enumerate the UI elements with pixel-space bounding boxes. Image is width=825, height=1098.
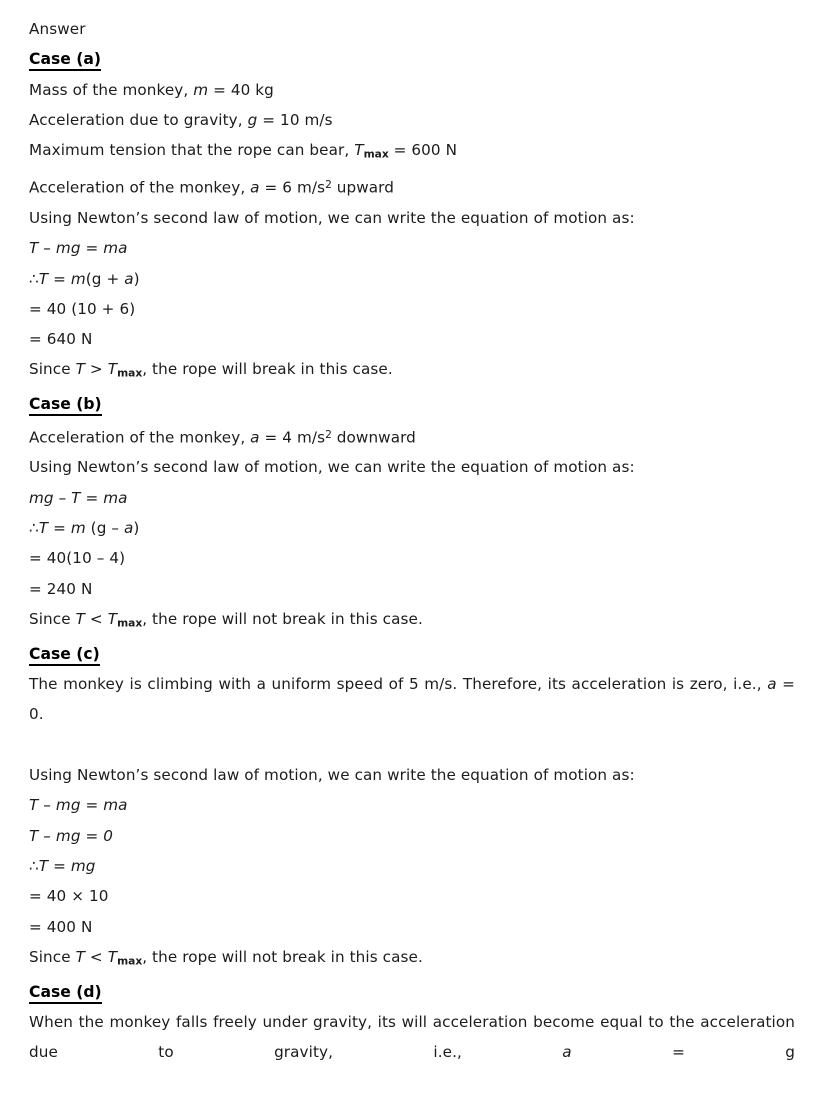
conclusion-case-c (29, 942, 795, 977)
equation-b-1: mg – T = ma (29, 488, 128, 507)
conclusion-c-T: T (75, 947, 85, 966)
equation-b-3: = 40(10 – 4) (29, 549, 126, 568)
accel-a-superscript: 2 (325, 178, 332, 192)
paragraph-case-c-description (29, 669, 795, 760)
eq-a2-m: m (70, 269, 86, 288)
gravity-prefix: Acceleration due to gravity, (29, 110, 248, 129)
heading-case-b (29, 389, 795, 419)
conclusion-b-post: , the rope will not break in this case. (142, 609, 423, 628)
line-newton-law-a: Using Newton’s second law of motion, we can write the equation of motion as: (29, 208, 635, 227)
conclusion-a-pre: Since (29, 360, 76, 379)
desc-d-pre: When the monkey falls freely under gravity, its will acceleration become equal to the acceleration due to gravity, i.e., (29, 1013, 795, 1062)
line-acceleration-monkey-b (29, 420, 795, 453)
conclusion-a-op: > (85, 360, 108, 379)
conclusion-c-post: , the rope will not break in this case. (142, 947, 423, 966)
heading-case-c (29, 639, 795, 669)
conclusion-case-a (29, 354, 795, 389)
desc-d-symbol: a (562, 1043, 572, 1062)
eq-b2-equals: = (48, 519, 71, 537)
max-tension-symbol: T (354, 141, 364, 160)
line-acceleration-gravity (29, 105, 795, 135)
gravity-symbol: g (247, 110, 258, 129)
desc-c-pre: The monkey is climbing with a uniform speed of 5 m/s. Therefore, its acceleration is zero, i.e., (29, 675, 768, 694)
conclusion-c-pre: Since (29, 947, 76, 966)
therefore-symbol-b: ∴ (29, 519, 39, 537)
line-mass-of-monkey (29, 75, 795, 105)
equation-a-3: = 40 (10 + 6) (29, 299, 136, 318)
therefore-symbol-c: ∴ (29, 856, 39, 875)
accel-b-superscript: 2 (325, 427, 332, 441)
heading-case-a (29, 44, 795, 74)
max-tension-value: = 600 N (388, 141, 458, 160)
paragraph-case-d-description (29, 1007, 795, 1098)
accel-a-mid: = 6 m/s (259, 178, 326, 197)
equation-b-4: = 240 N (29, 579, 93, 598)
eq-a2-close: ) (133, 269, 140, 288)
desc-d-post: = g (571, 1043, 795, 1062)
max-tension-subscript: max (363, 147, 389, 161)
mass-prefix: Mass of the monkey, (29, 80, 194, 99)
eq-b2-T: T (38, 519, 49, 537)
accel-b-suffix: downward (331, 428, 416, 447)
accel-b-prefix: Acceleration of the monkey, (29, 428, 251, 447)
eq-a2-T: T (38, 269, 49, 288)
heading-case-d (29, 977, 795, 1007)
desc-c-post: = 0. (29, 675, 795, 724)
accel-a-suffix: upward (331, 178, 394, 197)
line-newton-law-c: Using Newton’s second law of motion, we can write the equation of motion as: (29, 766, 635, 785)
accel-b-symbol: a (250, 428, 260, 447)
equation-c-4: = 40 × 10 (29, 887, 109, 906)
accel-b-mid: = 4 m/s (259, 428, 326, 447)
eq-c3-post: = mg (48, 856, 96, 875)
conclusion-b-pre: Since (29, 609, 76, 628)
line-maximum-tension (29, 135, 795, 170)
answer-label: Answer (29, 20, 86, 38)
conclusion-c-op: < (85, 947, 108, 966)
line-acceleration-monkey-a (29, 170, 795, 203)
conclusion-b-subscript: max (117, 616, 143, 630)
conclusion-b-op: < (85, 609, 108, 628)
heading-case-d-text: Case (d) (29, 983, 102, 1004)
equation-b-2 (29, 513, 795, 543)
eq-a2-open: (g + (85, 269, 125, 288)
eq-a2-equals: = (48, 269, 71, 288)
heading-case-b-text: Case (b) (29, 395, 102, 416)
equation-a-1: T – mg = ma (29, 239, 128, 258)
heading-case-c-text: Case (c) (29, 645, 100, 666)
conclusion-b-T: T (75, 609, 85, 628)
conclusion-a-Tmax: T (107, 360, 118, 379)
eq-b2-a: a (124, 519, 134, 537)
conclusion-a-T: T (75, 360, 85, 379)
equation-a-2 (29, 264, 795, 294)
conclusion-a-post: , the rope will break in this case. (142, 360, 393, 379)
equation-c-5: = 400 N (29, 917, 93, 936)
mass-value: = 40 kg (208, 80, 274, 99)
conclusion-c-subscript: max (117, 954, 143, 968)
therefore-symbol-a: ∴ (29, 269, 39, 288)
eq-c3-T: T (38, 856, 49, 875)
gravity-value: = 10 m/s (257, 110, 333, 129)
line-newton-law-b: Using Newton’s second law of motion, we can write the equation of motion as: (29, 458, 635, 477)
conclusion-b-Tmax: T (107, 609, 118, 628)
conclusion-case-b (29, 604, 795, 639)
eq-b2-open: (g – (85, 519, 124, 537)
accel-a-symbol: a (250, 178, 260, 197)
accel-a-prefix: Acceleration of the monkey, (29, 178, 251, 197)
eq-b2-close: ) (133, 519, 140, 537)
mass-symbol: m (193, 80, 209, 99)
conclusion-c-Tmax: T (107, 947, 118, 966)
equation-c-1: T – mg = ma (29, 796, 128, 815)
desc-c-symbol: a (767, 675, 777, 694)
heading-case-a-text: Case (a) (29, 50, 101, 71)
eq-b2-m: m (70, 519, 86, 537)
eq-a2-a: a (124, 269, 134, 288)
max-tension-prefix: Maximum tension that the rope can bear, (29, 141, 355, 160)
equation-c-2: T – mg = 0 (29, 826, 114, 845)
conclusion-a-subscript: max (117, 367, 143, 381)
equation-a-4: = 640 N (29, 330, 93, 349)
equation-c-3 (29, 851, 795, 881)
